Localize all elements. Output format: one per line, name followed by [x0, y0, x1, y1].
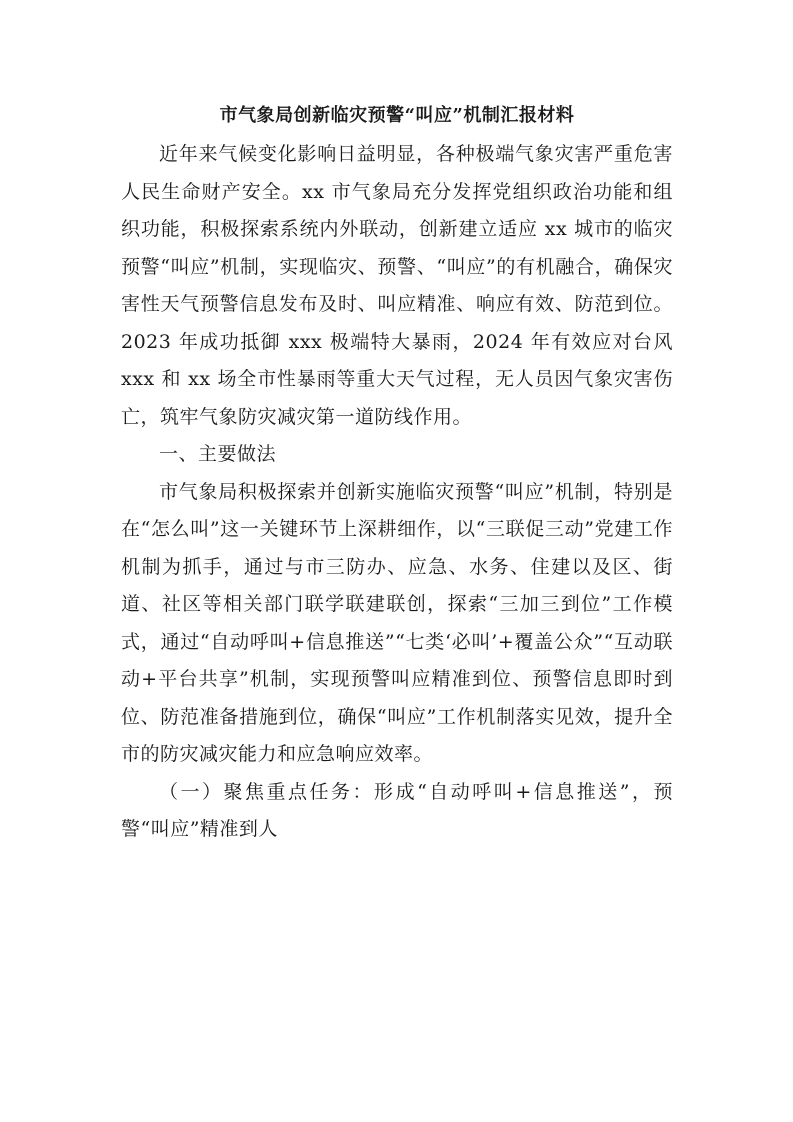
subsection-heading-key-tasks: （一）聚焦重点任务：形成“自动呼叫+信息推送”，预警“叫应”精准到人	[121, 780, 673, 840]
document-body	[121, 98, 673, 849]
main-practices-paragraph: 市气象局积极探索并创新实施临灾预警“叫应”机制，特别是在“怎么叫”这一关键环节上深耕细作，以“三联促三动”党建工作机制为抓手，通过与市三防办、应急、水务、住建以及区、街道、社区等相关部门联学联建联创，探索“三加三到位”工作模式，通过“自动呼叫+信息推送”“七类‘必叫’+覆盖公众”“互动联动+平台共享”机制，实现预警叫应精准到位、预警信息即时到位、防范准备措施到位，确保“叫应”工作机制落实见效，提升全市的防灾减灾能力和应急响应效率。	[121, 480, 673, 765]
section-heading-main-practices: 一、主要做法	[159, 443, 277, 465]
document-title: 市气象局创新临灾预警“叫应”机制汇报材料	[219, 105, 575, 126]
intro-paragraph: 近年来气候变化影响日益明显，各种极端气象灾害严重危害人民生命财产安全。xx 市气象局充分发挥党组织政治功能和组织功能，积极探索系统内外联动，创新建立适应 xx 城市的临灾预警“叫应”机制，实现临灾、预警、“叫应”的有机融合，确保灾害性天气预警信息发布及时、叫应精准、响应有效、防范到位。2023 年成功抵御 xxx 极端特大暴雨，2024 年有效应对台风 xxx 和 xx 场全市性暴雨等重大天气过程，无人员因气象灾害伤亡，筑牢气象防灾减灾第一道防线作用。	[121, 143, 673, 428]
